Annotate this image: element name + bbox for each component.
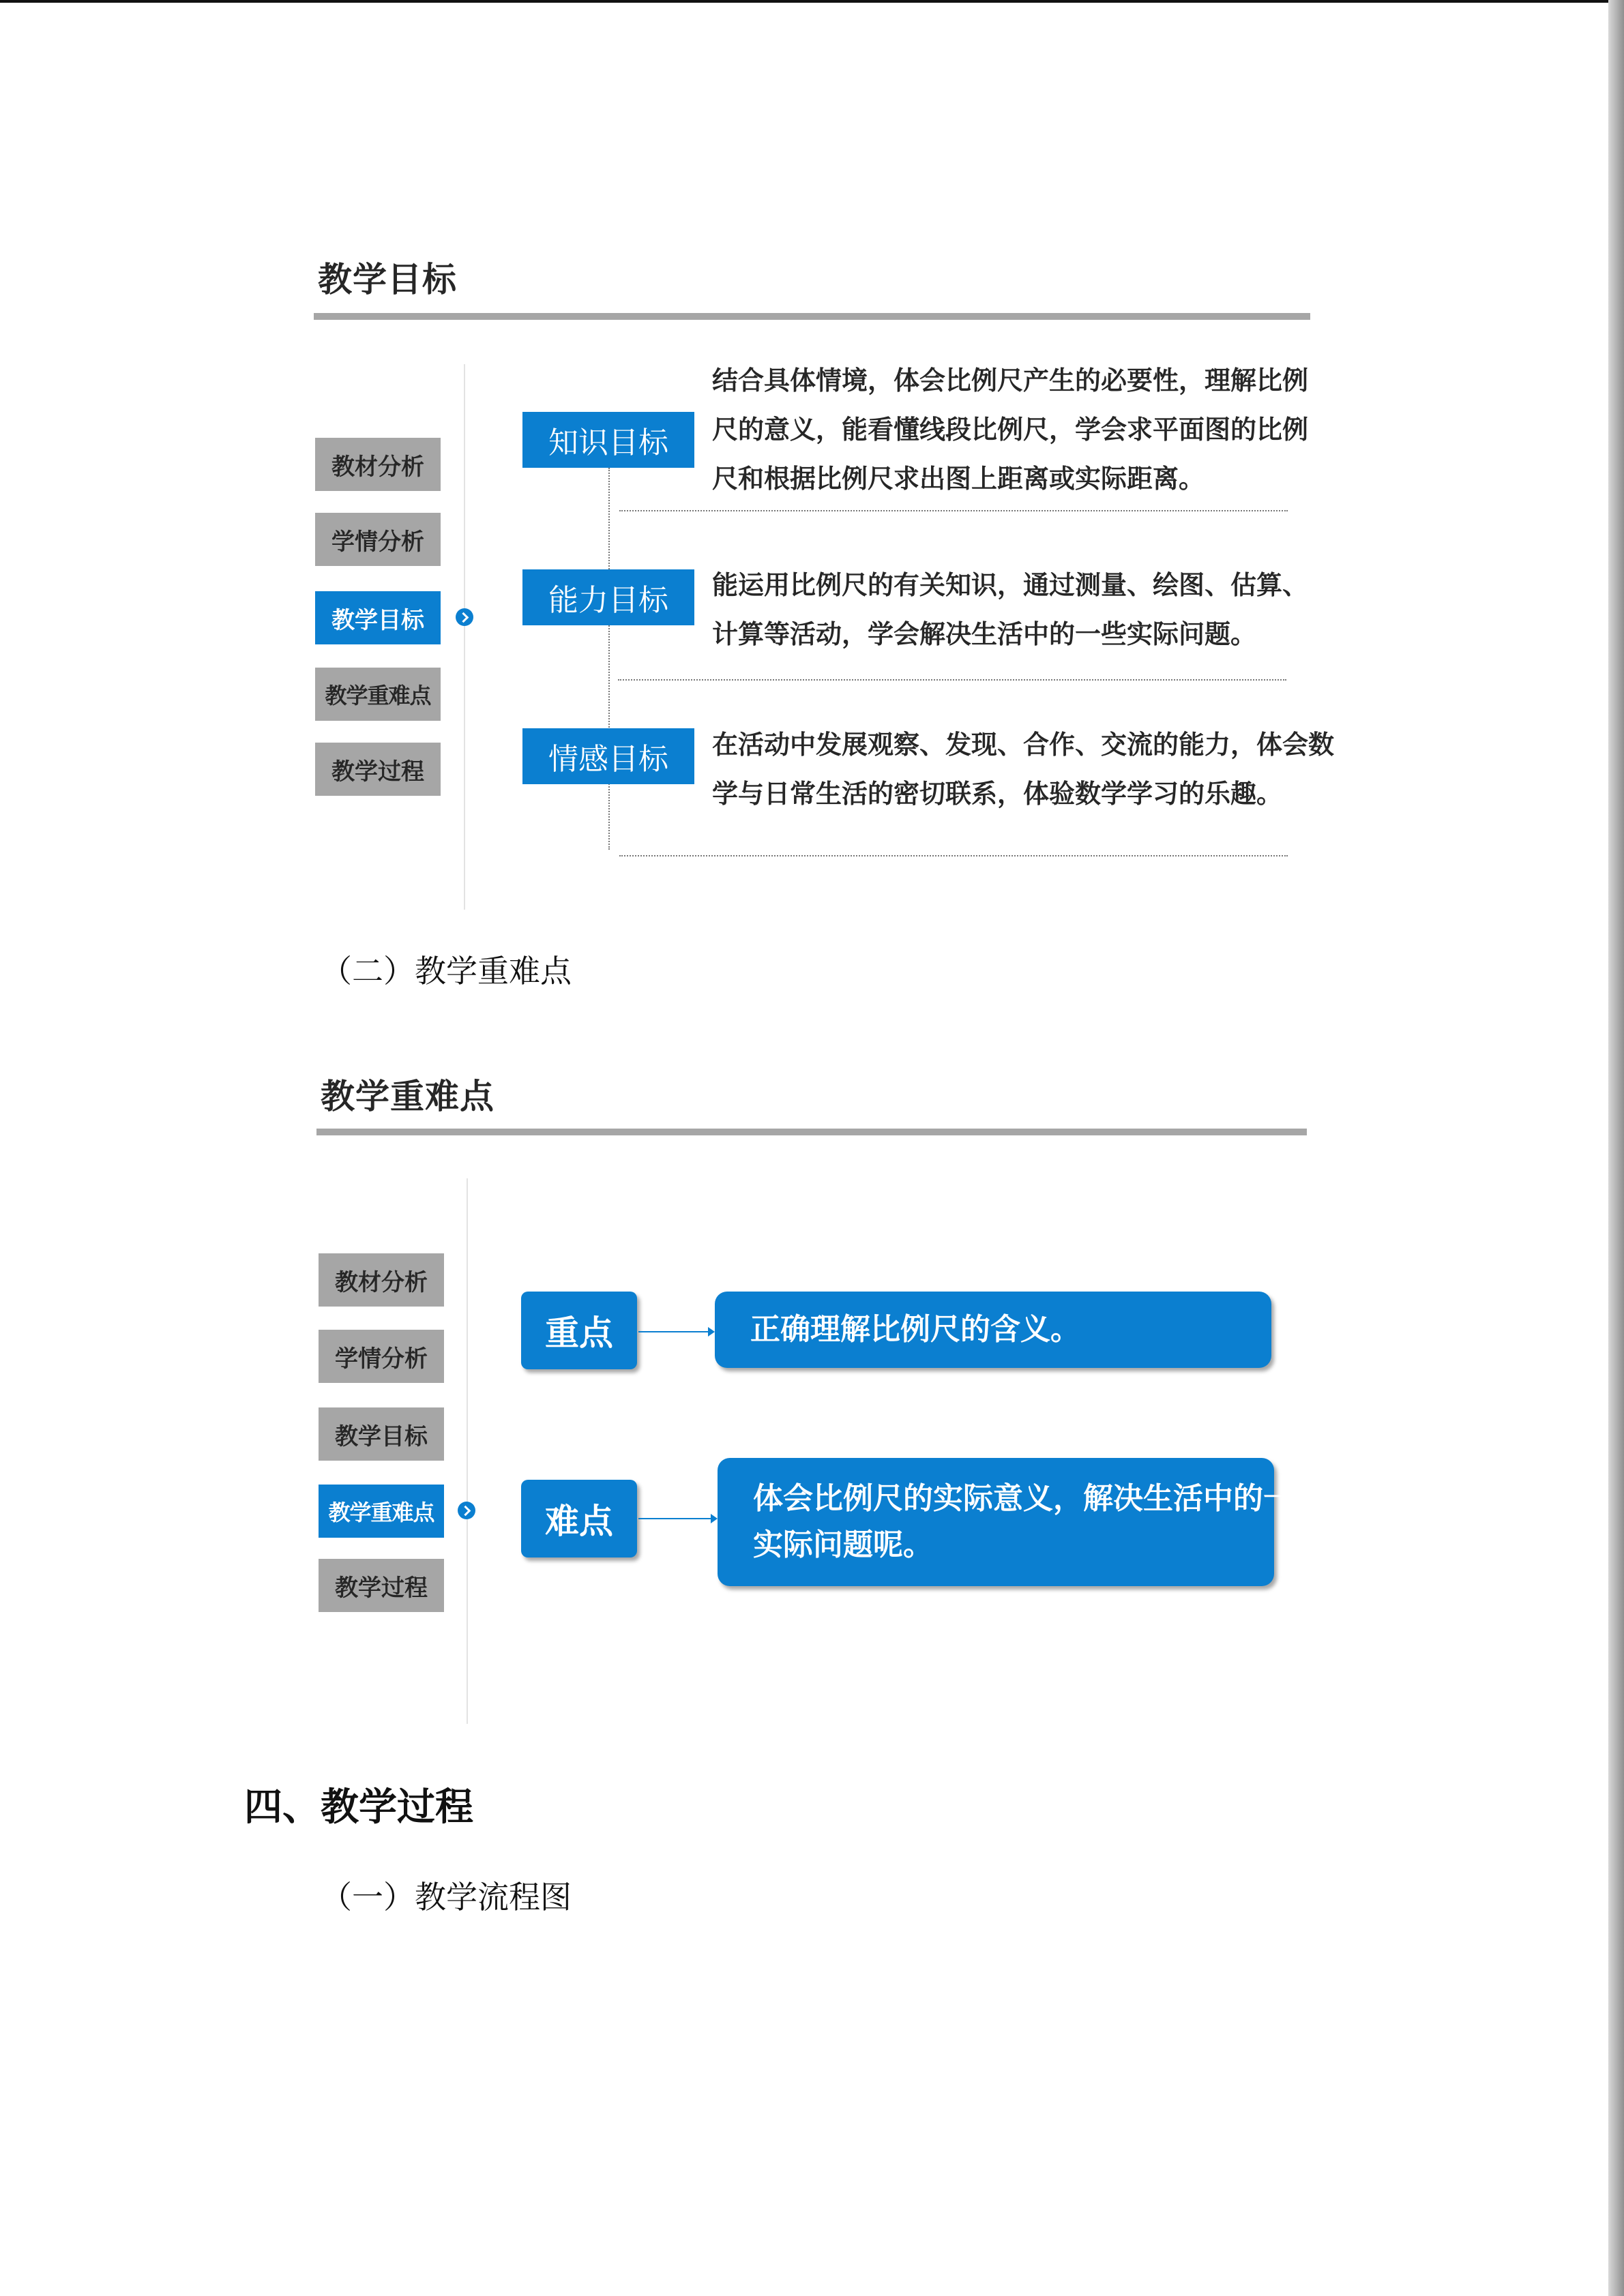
doc-section-heading: 四、教学过程 (244, 1785, 473, 1830)
doc-subheading-key-points: （二）教学重难点 (321, 953, 572, 989)
key-point-box (715, 1292, 1271, 1368)
divider-line (464, 364, 465, 910)
slide-title: 教学重难点 (321, 1077, 494, 1116)
tab-textbook-analysis[interactable]: 教材分析 (319, 1253, 444, 1307)
tab-teaching-process[interactable]: 教学过程 (319, 1559, 444, 1612)
goal-connector-line (608, 468, 610, 850)
goal-desc-line: 在活动中发展观察、发现、合作、交流的能力，体会数 (712, 730, 1335, 760)
tab-textbook-analysis[interactable]: 教材分析 (315, 438, 441, 491)
slide-title: 教学目标 (318, 260, 457, 299)
tab-teaching-goals[interactable]: 教学目标 (319, 1407, 444, 1461)
goal-tag-emotion: 情感目标 (522, 728, 694, 784)
goal-desc-emotion (712, 720, 1334, 818)
goal-desc-ability (712, 561, 1308, 659)
tab-key-difficult-points[interactable]: 教学重难点 (319, 1485, 444, 1538)
goal-tag-ability: 能力目标 (522, 569, 694, 625)
dotted-separator (619, 855, 1288, 856)
title-rule (314, 313, 1310, 320)
tab-teaching-goals[interactable]: 教学目标 (315, 591, 441, 644)
difficult-point-text: 实际问题呢。 (753, 1527, 933, 1562)
tab-learner-analysis[interactable]: 学情分析 (315, 513, 441, 566)
goal-desc-line: 结合具体情境，体会比例尺产生的必要性，理解比例 (712, 366, 1309, 396)
goal-tag-knowledge: 知识目标 (522, 412, 694, 468)
tab-key-difficult-points[interactable]: 教学重难点 (315, 668, 441, 721)
goal-desc-knowledge (712, 356, 1308, 503)
difficult-point-box (718, 1458, 1323, 1586)
tab-teaching-process[interactable]: 教学过程 (315, 743, 441, 796)
key-point-tag: 重点 (521, 1292, 637, 1369)
dotted-separator (618, 679, 1286, 681)
active-arrow-icon (456, 608, 473, 626)
key-point-connector (638, 1331, 713, 1332)
goal-desc-line: 计算等活动，学会解决生活中的一些实际问题。 (712, 619, 1257, 649)
divider-line (467, 1178, 468, 1724)
goal-desc-line: 尺的意义，能看懂线段比例尺，学会求平面图的比例 (712, 415, 1309, 445)
goal-desc-line: 尺和根据比例尺求出图上距离或实际距离。 (712, 464, 1205, 494)
page-top-border (0, 0, 1624, 3)
goal-desc-line: 学与日常生活的密切联系，体验数学学习的乐趣。 (712, 779, 1283, 809)
tab-learner-analysis[interactable]: 学情分析 (319, 1330, 444, 1383)
title-rule (316, 1129, 1307, 1135)
active-arrow-icon (458, 1502, 475, 1519)
difficult-point-text: 体会比例尺的实际意义，解决生活中的一些 (753, 1481, 1323, 1516)
difficult-point-connector (638, 1518, 716, 1519)
doc-subheading-flowchart: （一）教学流程图 (321, 1879, 572, 1915)
key-point-text: 正确理解比例尺的含义。 (750, 1312, 1080, 1347)
dotted-separator (619, 510, 1288, 511)
difficult-point-tag: 难点 (521, 1480, 637, 1557)
goal-desc-line: 能运用比例尺的有关知识，通过测量、绘图、估算、 (712, 570, 1309, 600)
page-edge-shadow (1608, 0, 1624, 2296)
